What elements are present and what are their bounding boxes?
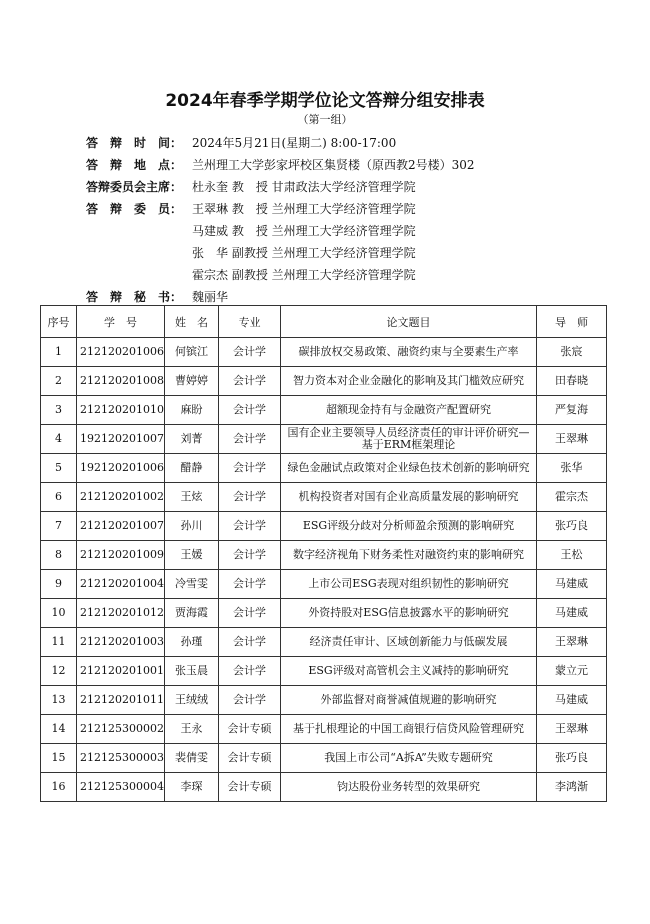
thesis-title: ESG评级分歧对分析师盈余预测的影响研究 [281,512,537,541]
student-name: 何镔江 [165,338,219,367]
student-id: 212120201011 [77,686,165,715]
student-name: 麻盼 [165,396,219,425]
thesis-title: 数字经济视角下财务柔性对融资约束的影响研究 [281,541,537,570]
thesis-title: ESG评级对高管机会主义减持的影响研究 [281,657,537,686]
student-name: 张玉晨 [165,657,219,686]
student-name: 王炫 [165,483,219,512]
header-student-id: 学 号 [77,306,165,338]
members-line [86,200,416,217]
student-name: 曹婷婷 [165,367,219,396]
thesis-title: 钧达股份业务转型的效果研究 [281,773,537,802]
table-row [41,338,607,367]
advisor: 王松 [537,541,607,570]
secretary-value: 魏丽华 [192,290,229,304]
row-index: 9 [41,570,77,599]
row-index: 8 [41,541,77,570]
row-index: 11 [41,628,77,657]
student-name: 王绒绒 [165,686,219,715]
table-row [41,483,607,512]
advisor: 王翠琳 [537,715,607,744]
advisor: 马建威 [537,570,607,599]
row-index: 3 [41,396,77,425]
advisor: 张宸 [537,338,607,367]
header-advisor: 导 师 [537,306,607,338]
thesis-title: 智力资本对企业金融化的影响及其门槛效应研究 [281,367,537,396]
schedule-table [40,305,607,802]
header-thesis-title: 论文题目 [281,306,537,338]
row-index: 1 [41,338,77,367]
secretary-line [86,288,228,305]
table-row [41,367,607,396]
student-id: 212120201008 [77,367,165,396]
table-row [41,599,607,628]
row-index: 10 [41,599,77,628]
members-label: 答 辩 委 员： [86,202,183,216]
member-2: 马建威 教 授 兰州理工大学经济管理学院 [192,224,416,238]
header-major: 专业 [219,306,281,338]
student-name: 冷雪雯 [165,570,219,599]
row-index: 7 [41,512,77,541]
header-index: 序号 [41,306,77,338]
advisor: 马建威 [537,686,607,715]
thesis-title: 绿色金融试点政策对企业绿色技术创新的影响研究 [281,454,537,483]
thesis-title: 外资持股对ESG信息披露水平的影响研究 [281,599,537,628]
table-row [41,396,607,425]
advisor: 霍宗杰 [537,483,607,512]
header-name: 姓 名 [165,306,219,338]
student-id: 212120201012 [77,599,165,628]
student-id: 212120201001 [77,657,165,686]
advisor: 张华 [537,454,607,483]
advisor: 蒙立元 [537,657,607,686]
student-id: 212120201002 [77,483,165,512]
student-id: 212120201003 [77,628,165,657]
advisor: 王翠琳 [537,425,607,454]
major: 会计学 [219,657,281,686]
row-index: 14 [41,715,77,744]
major: 会计专硕 [219,773,281,802]
student-id: 192120201007 [77,425,165,454]
table-header-row [41,306,607,338]
major: 会计学 [219,338,281,367]
student-name: 贾海霞 [165,599,219,628]
document-title: 2024年春季学期学位论文答辩分组安排表 [165,91,485,111]
student-id: 212125300002 [77,715,165,744]
major: 会计学 [219,454,281,483]
major: 会计专硕 [219,715,281,744]
thesis-title: 经济责任审计、区域创新能力与低碳发展 [281,628,537,657]
row-index: 16 [41,773,77,802]
advisor: 张巧良 [537,744,607,773]
row-index: 5 [41,454,77,483]
member-3: 张 华 副教授 兰州理工大学经济管理学院 [192,246,416,260]
thesis-title: 超额现金持有与金融资产配置研究 [281,396,537,425]
table-row [41,773,607,802]
member-4: 霍宗杰 副教授 兰州理工大学经济管理学院 [192,268,416,282]
place-line [86,156,475,173]
student-name: 醋静 [165,454,219,483]
table-row [41,425,607,454]
row-index: 15 [41,744,77,773]
student-id: 212120201006 [77,338,165,367]
student-name: 刘菁 [165,425,219,454]
thesis-title: 上市公司ESG表现对组织韧性的影响研究 [281,570,537,599]
advisor: 马建威 [537,599,607,628]
table-row [41,744,607,773]
row-index: 6 [41,483,77,512]
time-line [86,134,396,151]
major: 会计学 [219,570,281,599]
student-id: 212120201007 [77,512,165,541]
major: 会计学 [219,367,281,396]
table-row [41,657,607,686]
student-name: 王永 [165,715,219,744]
student-id: 212120201010 [77,396,165,425]
thesis-title: 基于扎根理论的中国工商银行信贷风险管理研究 [281,715,537,744]
student-id: 212125300004 [77,773,165,802]
thesis-title: 机构投资者对国有企业高质量发展的影响研究 [281,483,537,512]
advisor: 张巧良 [537,512,607,541]
row-index: 4 [41,425,77,454]
chair-value: 杜永奎 教 授 甘肃政法大学经济管理学院 [192,180,416,194]
thesis-title: 我国上市公司“A拆A”失败专题研究 [281,744,537,773]
place-value: 兰州理工大学彭家坪校区集贤楼（原西教2号楼）302 [192,158,475,172]
table-row [41,715,607,744]
table-row [41,628,607,657]
thesis-title: 外部监督对商誉减值规避的影响研究 [281,686,537,715]
major: 会计学 [219,541,281,570]
student-name: 裴倩雯 [165,744,219,773]
advisor: 王翠琳 [537,628,607,657]
time-value: 2024年5月21日(星期二) 8:00-17:00 [192,136,397,150]
student-id: 192120201006 [77,454,165,483]
chair-label: 答辩委员会主席： [86,180,183,194]
row-index: 13 [41,686,77,715]
advisor: 严复海 [537,396,607,425]
time-label: 答 辩 时 间： [86,136,183,150]
student-id: 212125300003 [77,744,165,773]
table-row [41,512,607,541]
thesis-title: 国有企业主要领导人员经济责任的审计评价研究—基于ERM框架理论 [281,425,537,454]
major: 会计专硕 [219,744,281,773]
place-label: 答 辩 地 点： [86,158,183,172]
member-1: 王翠琳 教 授 兰州理工大学经济管理学院 [192,202,416,216]
advisor: 李鸿渐 [537,773,607,802]
major: 会计学 [219,425,281,454]
table-row [41,686,607,715]
row-index: 2 [41,367,77,396]
thesis-title: 碳排放权交易政策、融资约束与全要素生产率 [281,338,537,367]
student-name: 王媛 [165,541,219,570]
table-row [41,541,607,570]
secretary-label: 答 辩 秘 书： [86,290,183,304]
table-row [41,570,607,599]
student-id: 212120201009 [77,541,165,570]
student-name: 孙瑾 [165,628,219,657]
major: 会计学 [219,628,281,657]
chair-line [86,178,416,195]
table-row [41,454,607,483]
major: 会计学 [219,686,281,715]
major: 会计学 [219,396,281,425]
group-label: （第一组） [297,113,353,126]
student-id: 212120201004 [77,570,165,599]
major: 会计学 [219,483,281,512]
major: 会计学 [219,599,281,628]
major: 会计学 [219,512,281,541]
student-name: 孙川 [165,512,219,541]
student-name: 李琛 [165,773,219,802]
advisor: 田春晓 [537,367,607,396]
row-index: 12 [41,657,77,686]
